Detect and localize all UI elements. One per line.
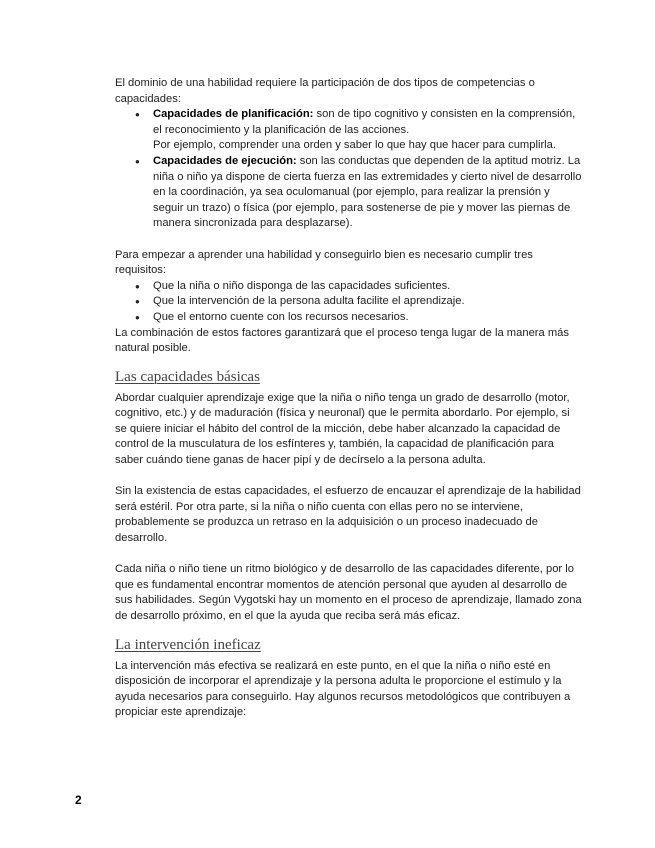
list-item-text: son de tipo cognitivo y consisten en la comprensión, el reconocimiento y la planificación de las acciones. [153,108,576,136]
page-content [115,76,583,721]
list-item: ● Que la intervención de la persona adulta facilite el aprendizaje. [115,294,583,310]
list-item [115,154,583,232]
requirements-paragraph: Para empezar a aprender una habilidad y conseguirlo bien es necesario cumplir tres requisitos: [115,248,533,277]
list-item-title: Capacidades de ejecución: [153,154,297,167]
competencies-list [115,107,583,232]
page-number: 2 [75,793,82,807]
body-paragraph: La intervención más efectiva se realizará en este punto, en el que la niña o niño esté en disposición de incorporar el aprendizaje y la persona adulta le proporcione el estímulo y la ayuda necesarios para conseguirlo. Hay algunos recursos metodológicos que contribuyen a propiciar este aprendizaje: [115,659,571,719]
list-item: ● Que el entorno cuente con los recursos necesarios. [115,310,583,326]
list-item-title: Capacidades de planificación: [153,108,314,121]
body-paragraph: Abordar cualquier aprendizaje exige que la niña o niño tenga un grado de desarrollo (motor, cognitivo, etc.) y de maduración (física y neuronal) que le permita abordarlo. Por ejemplo, si se quiere iniciar el hábito del control de la micción, debe haber alcanzado la capacidad de control de la musculatura de los esfínteres y, también, la capacidad de planificación para saber cuándo tiene ganas de hacer pipí y de decírselo a la persona adulta. [115,391,570,467]
list-item: ● Que la niña o niño disponga de las capacidades suficientes. [115,279,583,295]
requirements-list [115,279,583,326]
body-paragraph: Cada niña o niño tiene un ritmo biológico y de desarrollo de las capacidades diferente, por lo que es fundamental encontrar momentos de atención personal que ayuden al desarrollo de sus habilidades. Según Vygotski hay un momento en el proceso de aprendizaje, llamado zona de desarrollo próximo, en el que la ayuda que reciba será más eficaz. [115,563,582,622]
section-heading: La intervención ineficaz [115,636,261,653]
body-paragraph: Sin la existencia de estas capacidades, el esfuerzo de encauzar el aprendizaje de la habilidad será estéril. Por otra parte, si la niña o niño cuenta con ellas pero no se interviene, probablemente se produzca un retraso en la adquisición o un proceso inadecuado de desarrollo. [115,485,581,545]
closing-paragraph: La combinación de estos factores garantizará que el proceso tenga lugar de la manera más natural posible. [115,326,569,355]
section-heading: Las capacidades básicas [115,368,260,385]
intro-paragraph: El dominio de una habilidad requiere la participación de dos tipos de competencias o capacidades: [115,77,535,105]
list-item [115,107,583,154]
list-item-example: Por ejemplo, comprender una orden y saber lo que hay que hacer para cumplirla. [153,139,556,152]
list-item-text: son las conductas que dependen de la aptitud motriz. La niña o niño ya dispone de cierta fuerza en las extremidades y cierto nivel de desarrollo en la coordinación, ya sea oculomanual (por ejemplo, para realizar la prensión y seguir un trazo) o física (por ejemplo, para sostenerse de pie y mover las piernas de manera sincronizada para desplazarse). [153,154,582,230]
